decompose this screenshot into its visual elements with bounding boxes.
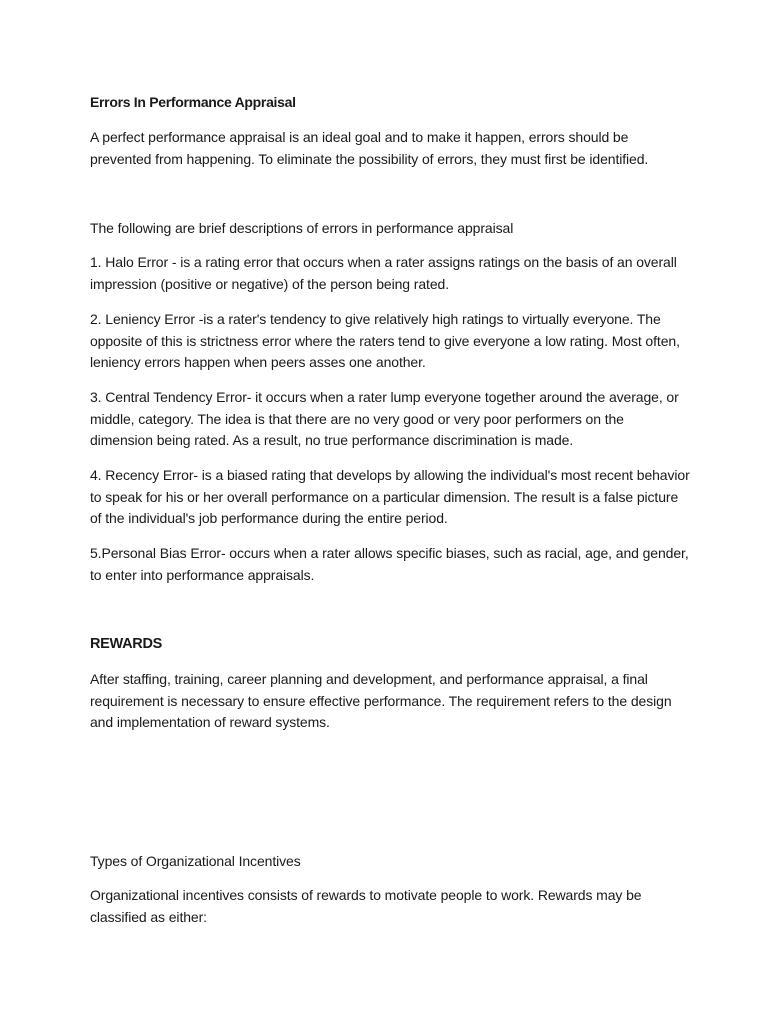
intro-paragraph: A perfect performance appraisal is an ideal goal and to make it happen, errors should be prevented from happening. To eliminate the possibility of errors, they must first be identified. [90, 129, 649, 167]
error-item-recency: 4. Recency Error- is a biased rating that develops by allowing the individual's most recent behavior to speak for his or her overall performance on a particular dimension. The result is a false picture of the individual's job performance during the entire period. [90, 467, 690, 526]
error-item-halo: 1. Halo Error - is a rating error that occurs when a rater assigns ratings on the basis of an overall impression (positive or negative) of the person being rated. [90, 254, 677, 292]
error-item-personal-bias: 5.Personal Bias Error- occurs when a rater allows specific biases, such as racial, age, and gender, to enter into performance appraisals. [90, 545, 689, 583]
section-title-errors: Errors In Performance Appraisal [90, 94, 296, 110]
error-item-central-tendency: 3. Central Tendency Error- it occurs when a rater lump everyone together around the average, or middle, category. The idea is that there are no very good or very poor performers on the dimension being rated. As a result, no true performance discrimination is made. [90, 389, 679, 448]
section-title-rewards: REWARDS [90, 636, 163, 652]
incentives-paragraph: Organizational incentives consists of rewards to motivate people to work. Rewards may be classified as either: [90, 887, 642, 925]
errors-lead-text: The following are brief descriptions of errors in performance appraisal [90, 220, 514, 236]
rewards-paragraph: After staffing, training, career planning and development, and performance appraisal, a final requirement is necessary to ensure effective performance. The requirement refers to the design and implementation of reward systems. [90, 671, 672, 730]
section-title-incentives: Types of Organizational Incentives [90, 853, 301, 869]
error-item-leniency: 2. Leniency Error -is a rater's tendency to give relatively high ratings to virtually everyone. The opposite of this is strictness error where the raters tend to give everyone a low rating. Most often, leniency errors happen when peers asses one another. [90, 311, 680, 370]
